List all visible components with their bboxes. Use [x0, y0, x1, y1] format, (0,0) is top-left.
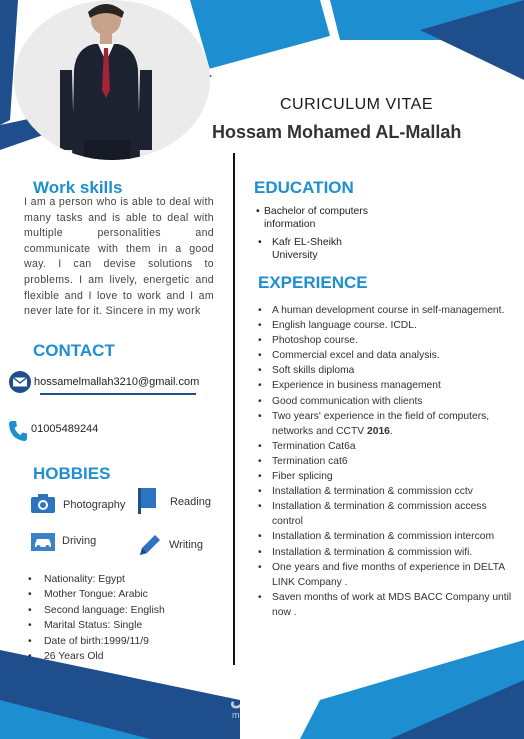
experience-item: • Termination Cat6a [256, 439, 518, 454]
experience-year: 2016 [367, 425, 390, 437]
experience-item: • Fiber splicing [256, 469, 518, 484]
person-silhouette-icon [14, 0, 210, 160]
education-school: • Kafr EL-Sheikh University [258, 237, 342, 261]
hobby-driving: Driving [62, 535, 97, 547]
experience-list [256, 303, 518, 620]
book-icon [137, 488, 157, 519]
car-icon [31, 533, 55, 556]
education-degree: • Bachelor of computers information [256, 206, 368, 230]
experience-heading: EXPERIENCE [258, 273, 368, 292]
watermark-latin: mostaql.com [232, 710, 284, 720]
hobby-photography: Photography [63, 499, 126, 511]
work-skills-heading: Work skills [33, 178, 123, 197]
experience-item: • Photoshop course. [256, 333, 518, 348]
profile-photo [14, 0, 210, 160]
experience-item: • Installation & termination & commission cctv [256, 484, 518, 499]
experience-item: • Experience in business management [256, 378, 518, 393]
education-details [256, 206, 368, 262]
phone-number[interactable]: 01005489244 [31, 423, 99, 435]
watermark-arabic: مستقل [230, 688, 290, 710]
experience-item: • Soft skills diploma [256, 363, 518, 378]
experience-item: • Saven months of work at MDS BACC Company until now . [256, 590, 518, 620]
pen-icon [138, 533, 162, 562]
personal-marital-status: • Marital Status: Single [28, 618, 165, 633]
hobby-writing: Writing [169, 539, 204, 551]
email-link[interactable]: hossamelmallah3210@gmail.com [34, 376, 200, 388]
personal-date-of-birth: • Date of birth:1999/11/9 [28, 634, 165, 649]
experience-item: • Termination cat6 [256, 454, 518, 469]
education-heading: EDUCATION [254, 178, 354, 197]
cv-title: CURICULUM VITAE [280, 96, 433, 113]
experience-item: • Installation & termination & commission access control [256, 499, 518, 529]
experience-item: • Good communication with clients [256, 394, 518, 409]
camera-icon [31, 493, 55, 518]
email-underline [40, 393, 196, 395]
experience-item: • Two years' experience in the field of computers, networks and CCTV 2016. [256, 409, 518, 439]
personal-info-list [28, 572, 165, 664]
experience-item: • English language course. ICDL. [256, 318, 518, 333]
email-icon [8, 371, 32, 398]
hobby-reading: Reading [170, 496, 211, 508]
phone-icon [8, 420, 28, 447]
experience-item: • A human development course in self-management. [256, 303, 518, 318]
personal-nationality: • Nationality: Egypt [28, 572, 165, 587]
full-name: Hossam Mohamed AL-Mallah [212, 122, 462, 142]
experience-item: • Installation & termination & commission wifi. [256, 545, 518, 560]
personal-mother-tongue: • Mother Tongue: Arabic [28, 587, 165, 602]
personal-second-language: • Second language: English [28, 603, 165, 618]
work-skills-text: I am a person who is able to deal with many tasks and is able to deal with multiple personalities and communicate with them in a good way. I can devise solutions to problems. I am lively, energetic and flexible and I love to work and I am never late for it. Sincere in my work [24, 196, 214, 318]
contact-heading: CONTACT [33, 341, 115, 360]
hobbies-heading: HOBBIES [33, 464, 111, 483]
experience-item: • Installation & termination & commission intercom [256, 529, 518, 544]
experience-item: • Commercial excel and data analysis. [256, 348, 518, 363]
column-divider [233, 153, 235, 665]
personal-age: • 26 Years Old [28, 649, 165, 664]
experience-item: • One years and five months of experience in DELTA LINK Company . [256, 560, 518, 590]
